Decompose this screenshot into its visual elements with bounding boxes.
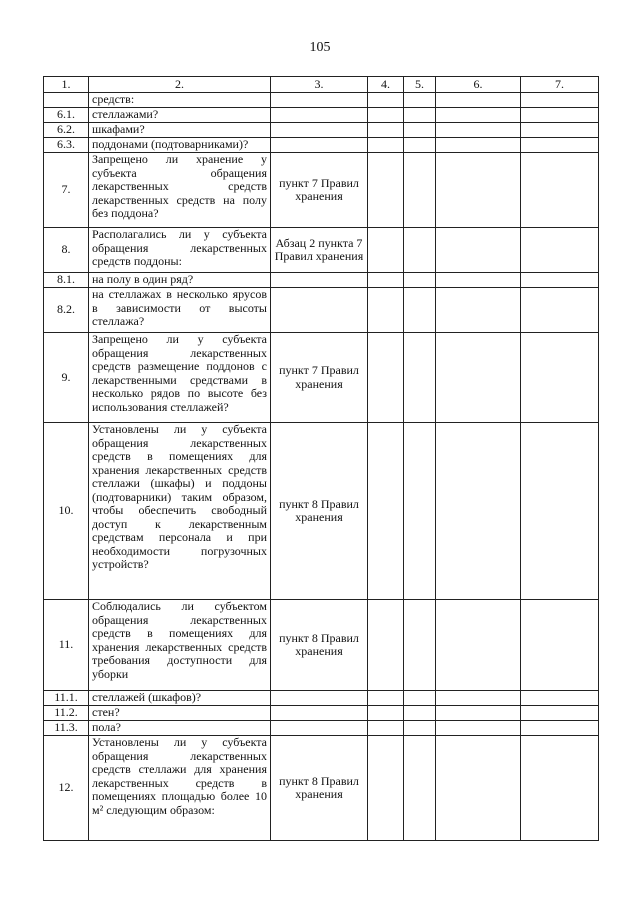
table-row	[44, 153, 599, 228]
answer-cell-not-applicable	[436, 736, 521, 841]
answer-cell-not-applicable	[436, 721, 521, 736]
legal-reference: пункт 8 Правил хранения	[271, 423, 368, 600]
answer-cell-no	[404, 93, 436, 108]
answer-cell-notes	[521, 736, 599, 841]
column-header: 7.	[521, 77, 599, 93]
answer-cell-notes	[521, 423, 599, 600]
question-text: Установлены ли у субъекта обращения лекарственных средств в помещениях для хранения лекарственных средств стеллажи (шкафы) и поддоны (подтоварники) таким образом, чтобы обеспечить свободный доступ к лекарственным средствам персонала и при необходимости погрузочных устройств?	[89, 423, 271, 600]
legal-reference	[271, 273, 368, 288]
table-header-row	[44, 77, 599, 93]
answer-cell-no	[404, 423, 436, 600]
table-row	[44, 123, 599, 138]
row-number: 7.	[44, 153, 89, 228]
answer-cell-no	[404, 228, 436, 273]
answer-cell-no	[404, 108, 436, 123]
answer-cell-notes	[521, 600, 599, 691]
answer-cell-not-applicable	[436, 228, 521, 273]
answer-cell-not-applicable	[436, 600, 521, 691]
table-row	[44, 736, 599, 841]
table-row	[44, 706, 599, 721]
answer-cell-yes	[368, 691, 404, 706]
table-row	[44, 93, 599, 108]
column-header: 4.	[368, 77, 404, 93]
answer-cell-not-applicable	[436, 423, 521, 600]
answer-cell-yes	[368, 138, 404, 153]
table-row	[44, 691, 599, 706]
answer-cell-not-applicable	[436, 691, 521, 706]
question-text: на стеллажах в несколько ярусов в зависимости от высоты стеллажа?	[89, 288, 271, 333]
table-row	[44, 333, 599, 423]
row-number: 11.3.	[44, 721, 89, 736]
row-number: 9.	[44, 333, 89, 423]
answer-cell-no	[404, 333, 436, 423]
answer-cell-yes	[368, 288, 404, 333]
table-row	[44, 273, 599, 288]
legal-reference: пункт 7 Правил хранения	[271, 153, 368, 228]
answer-cell-yes	[368, 108, 404, 123]
answer-cell-yes	[368, 600, 404, 691]
answer-cell-no	[404, 691, 436, 706]
column-header: 1.	[44, 77, 89, 93]
question-text: пола?	[89, 721, 271, 736]
answer-cell-yes	[368, 736, 404, 841]
answer-cell-yes	[368, 228, 404, 273]
answer-cell-yes	[368, 123, 404, 138]
answer-cell-no	[404, 288, 436, 333]
row-number: 10.	[44, 423, 89, 600]
answer-cell-notes	[521, 138, 599, 153]
answer-cell-notes	[521, 108, 599, 123]
legal-reference: пункт 8 Правил хранения	[271, 600, 368, 691]
legal-reference	[271, 93, 368, 108]
legal-reference	[271, 691, 368, 706]
legal-reference	[271, 721, 368, 736]
answer-cell-notes	[521, 153, 599, 228]
answer-cell-not-applicable	[436, 108, 521, 123]
answer-cell-not-applicable	[436, 333, 521, 423]
answer-cell-no	[404, 721, 436, 736]
table-row	[44, 108, 599, 123]
row-number: 6.1.	[44, 108, 89, 123]
question-text: Запрещено ли у субъекта обращения лекарственных средств размещение поддонов с лекарственными средствами в несколько рядов по высоте без использования стеллажей?	[89, 333, 271, 423]
legal-reference: пункт 8 Правил хранения	[271, 736, 368, 841]
question-text: на полу в один ряд?	[89, 273, 271, 288]
answer-cell-notes	[521, 721, 599, 736]
question-text: стен?	[89, 706, 271, 721]
answer-cell-notes	[521, 288, 599, 333]
row-number: 11.2.	[44, 706, 89, 721]
answer-cell-notes	[521, 706, 599, 721]
answer-cell-yes	[368, 93, 404, 108]
row-number: 8.	[44, 228, 89, 273]
table-row	[44, 288, 599, 333]
table-row	[44, 228, 599, 273]
legal-reference	[271, 123, 368, 138]
table-row	[44, 423, 599, 600]
answer-cell-yes	[368, 153, 404, 228]
answer-cell-not-applicable	[436, 138, 521, 153]
table-row	[44, 721, 599, 736]
legal-reference	[271, 108, 368, 123]
row-number: 12.	[44, 736, 89, 841]
answer-cell-not-applicable	[436, 273, 521, 288]
answer-cell-no	[404, 600, 436, 691]
answer-cell-notes	[521, 273, 599, 288]
table-row	[44, 138, 599, 153]
question-text: Соблюдались ли субъектом обращения лекарственных средств в помещениях для хранения лекарственных средств требования доступности для уборки	[89, 600, 271, 691]
legal-reference	[271, 706, 368, 721]
answer-cell-no	[404, 153, 436, 228]
answer-cell-yes	[368, 721, 404, 736]
row-number	[44, 93, 89, 108]
legal-reference: пункт 7 Правил хранения	[271, 333, 368, 423]
answer-cell-no	[404, 273, 436, 288]
answer-cell-no	[404, 736, 436, 841]
answer-cell-notes	[521, 123, 599, 138]
answer-cell-notes	[521, 691, 599, 706]
question-text: поддонами (подтоварниками)?	[89, 138, 271, 153]
question-text: стеллажей (шкафов)?	[89, 691, 271, 706]
table-row	[44, 600, 599, 691]
column-header: 5.	[404, 77, 436, 93]
legal-reference	[271, 138, 368, 153]
question-text: Запрещено ли хранение у субъекта обращения лекарственных средств лекарственных средств на полу без поддона?	[89, 153, 271, 228]
row-number: 6.3.	[44, 138, 89, 153]
column-header: 3.	[271, 77, 368, 93]
answer-cell-not-applicable	[436, 153, 521, 228]
page-number: 105	[309, 40, 331, 55]
question-text: Располагались ли у субъекта обращения лекарственных средств поддоны:	[89, 228, 271, 273]
legal-reference: Абзац 2 пункта 7 Правил хранения	[271, 228, 368, 273]
answer-cell-not-applicable	[436, 123, 521, 138]
row-number: 8.2.	[44, 288, 89, 333]
answer-cell-not-applicable	[436, 706, 521, 721]
column-header: 6.	[436, 77, 521, 93]
answer-cell-no	[404, 138, 436, 153]
row-number: 11.1.	[44, 691, 89, 706]
answer-cell-notes	[521, 333, 599, 423]
answer-cell-not-applicable	[436, 93, 521, 108]
column-header: 2.	[89, 77, 271, 93]
answer-cell-not-applicable	[436, 288, 521, 333]
question-text: стеллажами?	[89, 108, 271, 123]
answer-cell-yes	[368, 423, 404, 600]
checklist-table	[43, 76, 599, 841]
answer-cell-yes	[368, 273, 404, 288]
answer-cell-no	[404, 123, 436, 138]
answer-cell-yes	[368, 706, 404, 721]
row-number: 6.2.	[44, 123, 89, 138]
question-text: средств:	[89, 93, 271, 108]
answer-cell-notes	[521, 93, 599, 108]
answer-cell-notes	[521, 228, 599, 273]
answer-cell-no	[404, 706, 436, 721]
row-number: 8.1.	[44, 273, 89, 288]
question-text: шкафами?	[89, 123, 271, 138]
answer-cell-yes	[368, 333, 404, 423]
legal-reference	[271, 288, 368, 333]
row-number: 11.	[44, 600, 89, 691]
question-text: Установлены ли у субъекта обращения лекарственных средств стеллажи для хранения лекарственных средств в помещениях площадью более 10 м² следующим образом:	[89, 736, 271, 841]
